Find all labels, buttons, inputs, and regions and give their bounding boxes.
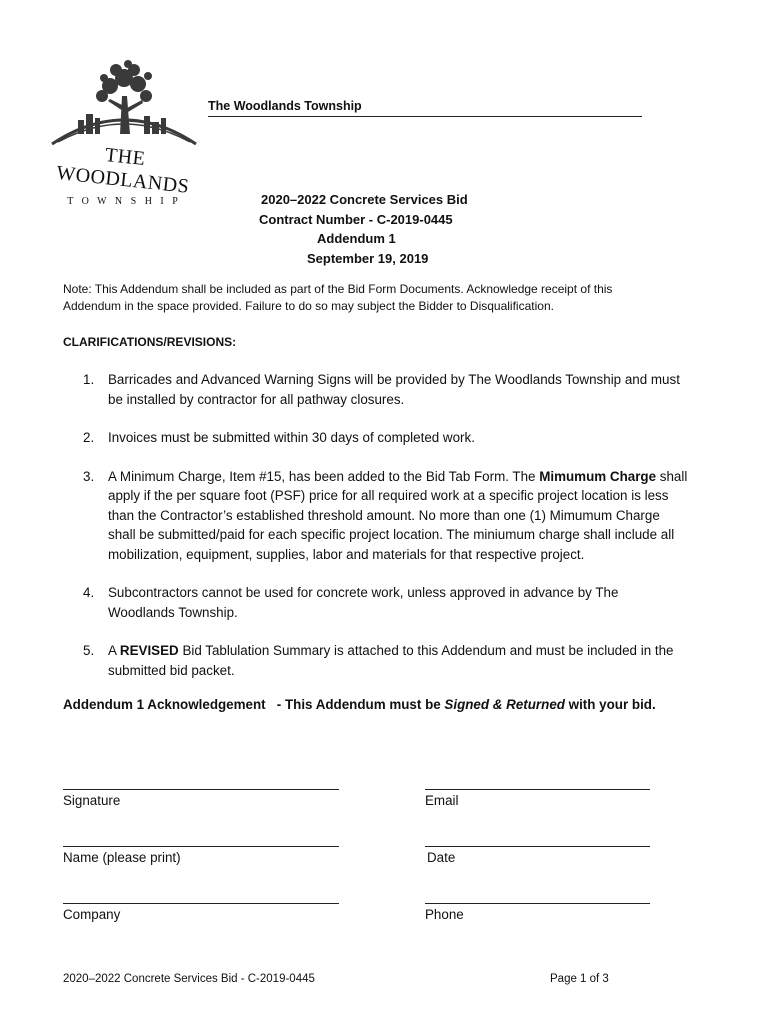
item-line: Woodlands Township. [108, 604, 238, 620]
logo-wordmark [44, 146, 204, 207]
item-text: Bid Tablulation Summary is attached to this Addendum and must be included in the [178, 643, 674, 658]
ack-lead: Addendum 1 Acknowledgement - This Addendum must be [63, 697, 445, 712]
ack-tail: with your bid. [564, 697, 656, 712]
item-line: mobilization, equipment, supplies, labor and materials for that respective project. [108, 546, 585, 562]
item-line: Subcontractors cannot be used for concrete work, unless approved in advance by The [108, 585, 619, 600]
acknowledgement [63, 697, 656, 712]
addendum-date: September 19, 2019 [307, 250, 429, 266]
logo-line1: THE WOODLANDS [55, 144, 191, 198]
note [63, 281, 713, 315]
note-line: Addendum in the space provided. Failure to do so may subject the Bidder to Disqualification. [63, 299, 554, 313]
item-emphasis: Mimumum Charge [539, 468, 657, 484]
note-line: Note: This Addendum shall be included as part of the Bid Form Documents. Acknowledge receipt of this [63, 282, 613, 296]
item-line: than the Contractor’s established threshold amount. No more than one (1) Mimumum Charge [108, 507, 660, 523]
addendum-number: Addendum 1 [317, 231, 396, 246]
bid-title: 2020–2022 Concrete Services Bid [261, 192, 468, 207]
list-item [63, 583, 713, 622]
item-number: 4. [83, 585, 95, 600]
email-line[interactable] [425, 789, 650, 790]
organization-name: The Woodlands Township [208, 99, 642, 117]
item-line [108, 467, 713, 487]
phone-label: Phone [425, 907, 464, 922]
list-item [63, 428, 713, 448]
email-label: Email [425, 793, 459, 808]
page-number: Page 1 of 3 [550, 973, 609, 985]
title-block [230, 190, 530, 268]
item-line: Barricades and Advanced Warning Signs will be provided by The Woodlands Township and must [108, 372, 680, 387]
list-item [63, 641, 713, 680]
name-label: Name (please print) [63, 850, 181, 865]
name-line[interactable] [63, 846, 339, 847]
signature-label: Signature [63, 793, 121, 808]
item-line: shall be submitted/paid for each specific project location. The miniumum charge shall include all [108, 527, 675, 542]
item-line: apply if the per square foot (PSF) price for all required work at a specific project location is less [108, 488, 669, 503]
list-item [63, 467, 713, 565]
item-number: 2. [83, 430, 95, 445]
list-item [63, 370, 713, 409]
item-text: A Minimum Charge, Item #15, has been added to the Bid Tab Form. The [108, 468, 540, 484]
logo-line2: T O W N S H I P [67, 196, 181, 207]
tree-icon [44, 56, 204, 151]
signature-line[interactable] [63, 789, 339, 790]
item-text: A [108, 643, 120, 658]
item-number: 5. [83, 643, 95, 658]
item-line [108, 641, 713, 661]
section-heading: CLARIFICATIONS/REVISIONS: [63, 335, 237, 349]
company-line[interactable] [63, 903, 339, 904]
date-label: Date [427, 850, 456, 865]
item-line: Invoices must be submitted within 30 days of completed work. [108, 430, 475, 445]
township-logo [44, 56, 204, 207]
item-number: 3. [83, 468, 95, 484]
phone-line[interactable] [425, 903, 650, 904]
item-line: submitted bid packet. [108, 662, 235, 678]
item-line: be installed by contractor for all pathway closures. [108, 391, 405, 407]
item-text: shall [656, 468, 688, 484]
footer-left: 2020–2022 Concrete Services Bid - C-2019-0445 [63, 973, 315, 985]
item-number: 1. [83, 372, 95, 387]
company-label: Company [63, 907, 121, 922]
contract-number: Contract Number - C-2019-0445 [259, 211, 453, 227]
ack-emphasis: Signed & Returned [444, 697, 565, 712]
item-emphasis: REVISED [119, 643, 179, 658]
clarifications-list [63, 370, 713, 699]
date-line[interactable] [425, 846, 650, 847]
